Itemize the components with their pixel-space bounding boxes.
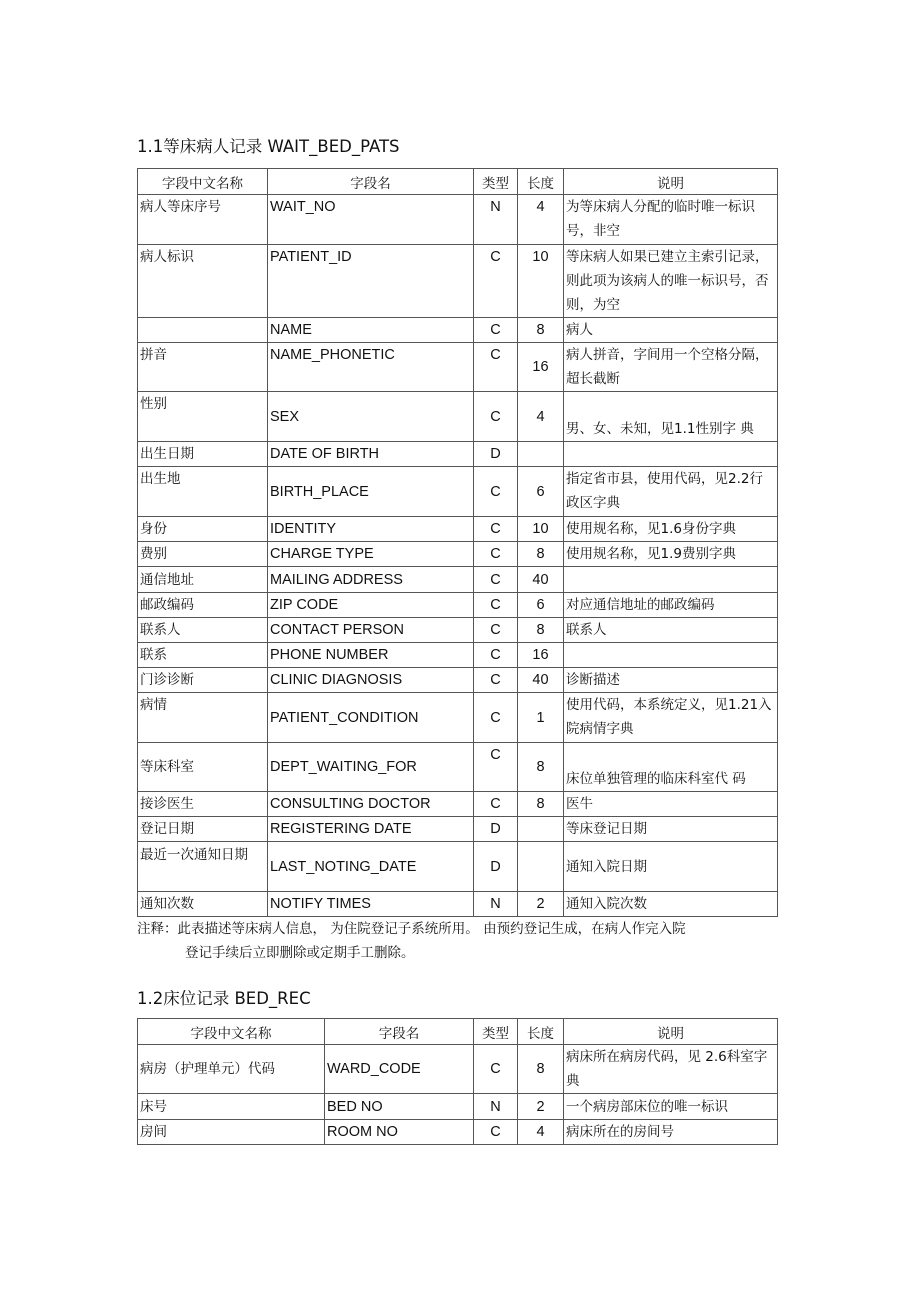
field-name-cell: WARD_CODE xyxy=(325,1045,474,1094)
cn-name-cell: 等床科室 xyxy=(138,743,268,792)
cn-name-cell: 身份 xyxy=(138,517,268,542)
type-cell: C xyxy=(474,1045,518,1094)
description-cell: 一个病房部床位的唯一标识 xyxy=(564,1094,778,1120)
cn-name-cell: 费别 xyxy=(138,542,268,567)
table-note-line-2: 登记手续后立即删除或定期手工删除。 xyxy=(185,945,415,961)
field-name-cell: BED NO xyxy=(325,1094,474,1120)
table-row xyxy=(138,792,778,817)
cn-name-cell: 病人等床序号 xyxy=(138,195,268,245)
table-row xyxy=(138,517,778,542)
table-row xyxy=(138,542,778,567)
field-name-cell: WAIT_NO xyxy=(268,195,474,245)
length-cell: 4 xyxy=(518,195,564,245)
cn-name-cell: 出生日期 xyxy=(138,442,268,467)
length-cell: 10 xyxy=(518,245,564,318)
type-cell: C xyxy=(474,743,518,792)
table-row xyxy=(138,567,778,593)
type-cell: N xyxy=(474,1094,518,1120)
length-cell: 6 xyxy=(518,593,564,618)
cn-name-cell: 病情 xyxy=(138,693,268,743)
table-row xyxy=(138,743,778,792)
type-cell: C xyxy=(474,467,518,517)
table-row xyxy=(138,318,778,343)
description-cell: 联系人 xyxy=(564,618,778,643)
field-name-cell: LAST_NOTING_DATE xyxy=(268,842,474,892)
cn-name-cell: 性别 xyxy=(138,392,268,442)
description-cell xyxy=(564,643,778,668)
description-cell: 等床登记日期 xyxy=(564,817,778,842)
table-row xyxy=(138,618,778,643)
field-name-cell: IDENTITY xyxy=(268,517,474,542)
type-cell: C xyxy=(474,792,518,817)
type-cell: C xyxy=(474,567,518,593)
table-row xyxy=(138,195,778,245)
cn-name-cell: 接诊医生 xyxy=(138,792,268,817)
field-name-cell: PHONE NUMBER xyxy=(268,643,474,668)
type-cell: N xyxy=(474,195,518,245)
header-cn-name: 字段中文名称 xyxy=(138,169,268,195)
field-name-cell: SEX xyxy=(268,392,474,442)
table-row xyxy=(138,467,778,517)
type-cell: C xyxy=(474,1120,518,1145)
wait-bed-pats-table xyxy=(137,168,778,917)
field-name-cell: DATE OF BIRTH xyxy=(268,442,474,467)
type-cell: D xyxy=(474,842,518,892)
table-note-line-1: 注释：此表描述等床病人信息， 为住院登记子系统所用。 由预约登记生成，在病人作完入院 xyxy=(137,921,686,937)
header-length: 长度 xyxy=(518,1019,564,1045)
description-cell: 使用代码，本系统定义，见1.21入院病情字典 xyxy=(564,693,778,743)
header-type: 类型 xyxy=(474,1019,518,1045)
field-name-cell: ZIP CODE xyxy=(268,593,474,618)
table-row xyxy=(138,693,778,743)
length-cell: 40 xyxy=(518,567,564,593)
type-cell: C xyxy=(474,643,518,668)
length-cell: 4 xyxy=(518,1120,564,1145)
section-1-title: 1.1等床病人记录 WAIT_BED_PATS xyxy=(137,137,400,156)
field-name-cell: PATIENT_CONDITION xyxy=(268,693,474,743)
header-field-name: 字段名 xyxy=(325,1019,474,1045)
field-name-cell: NOTIFY TIMES xyxy=(268,892,474,917)
cn-name-cell: 联系 xyxy=(138,643,268,668)
header-length: 长度 xyxy=(518,169,564,195)
length-cell: 6 xyxy=(518,467,564,517)
table-row xyxy=(138,593,778,618)
length-cell: 8 xyxy=(518,792,564,817)
cn-name-cell: 床号 xyxy=(138,1094,325,1120)
type-cell: C xyxy=(474,618,518,643)
field-name-cell: CLINIC DIAGNOSIS xyxy=(268,668,474,693)
table-row xyxy=(138,1120,778,1145)
field-name-cell: CONSULTING DOCTOR xyxy=(268,792,474,817)
type-cell: N xyxy=(474,892,518,917)
description-cell: 医牛 xyxy=(564,792,778,817)
description-cell: 指定省市县，使用代码，见2.2行政区字典 xyxy=(564,467,778,517)
description-cell: 使用规名称，见1.9费别字典 xyxy=(564,542,778,567)
description-cell xyxy=(564,567,778,593)
description-cell: 床位单独管理的临床科室代 码 xyxy=(564,743,778,792)
bed-rec-table xyxy=(137,1018,778,1145)
table-header-row xyxy=(138,169,778,195)
field-name-cell: DEPT_WAITING_FOR xyxy=(268,743,474,792)
table-row xyxy=(138,1045,778,1094)
type-cell: D xyxy=(474,817,518,842)
type-cell: C xyxy=(474,693,518,743)
cn-name-cell: 房间 xyxy=(138,1120,325,1145)
type-cell: C xyxy=(474,318,518,343)
length-cell xyxy=(518,817,564,842)
description-cell: 诊断描述 xyxy=(564,668,778,693)
type-cell: C xyxy=(474,245,518,318)
header-description: 说明 xyxy=(564,169,778,195)
type-cell: C xyxy=(474,343,518,392)
length-cell: 16 xyxy=(518,343,564,392)
type-cell: C xyxy=(474,668,518,693)
length-cell: 2 xyxy=(518,892,564,917)
description-cell: 男、女、未知，见1.1性别字 典 xyxy=(564,392,778,442)
description-cell: 病床所在的房间号 xyxy=(564,1120,778,1145)
length-cell: 40 xyxy=(518,668,564,693)
cn-name-cell: 登记日期 xyxy=(138,817,268,842)
cn-name-cell: 邮政编码 xyxy=(138,593,268,618)
length-cell: 2 xyxy=(518,1094,564,1120)
description-cell: 对应通信地址的邮政编码 xyxy=(564,593,778,618)
type-cell: C xyxy=(474,542,518,567)
cn-name-cell: 通信地址 xyxy=(138,567,268,593)
length-cell: 8 xyxy=(518,318,564,343)
field-name-cell: NAME_PHONETIC xyxy=(268,343,474,392)
cn-name-cell xyxy=(138,318,268,343)
table-row xyxy=(138,817,778,842)
length-cell xyxy=(518,842,564,892)
section-2-title: 1.2床位记录 BED_REC xyxy=(137,989,311,1008)
cn-name-cell: 病房（护理单元）代码 xyxy=(138,1045,325,1094)
header-type: 类型 xyxy=(474,169,518,195)
table-row xyxy=(138,1094,778,1120)
length-cell: 4 xyxy=(518,392,564,442)
header-cn-name: 字段中文名称 xyxy=(138,1019,325,1045)
field-name-cell: MAILING ADDRESS xyxy=(268,567,474,593)
table-row xyxy=(138,442,778,467)
description-cell: 为等床病人分配的临时唯一标识号，非空 xyxy=(564,195,778,245)
type-cell: D xyxy=(474,442,518,467)
length-cell: 8 xyxy=(518,542,564,567)
length-cell: 8 xyxy=(518,1045,564,1094)
length-cell: 1 xyxy=(518,693,564,743)
description-cell xyxy=(564,442,778,467)
field-name-cell: NAME xyxy=(268,318,474,343)
field-name-cell: CONTACT PERSON xyxy=(268,618,474,643)
header-field-name: 字段名 xyxy=(268,169,474,195)
field-name-cell: REGISTERING DATE xyxy=(268,817,474,842)
table-row xyxy=(138,892,778,917)
description-cell: 病人拼音，字间用一个空格分隔，超长截断 xyxy=(564,343,778,392)
table-header-row xyxy=(138,1019,778,1045)
cn-name-cell: 最近一次通知日期 xyxy=(138,842,268,892)
table-row xyxy=(138,842,778,892)
description-cell: 病床所在病房代码，见 2.6科室字典 xyxy=(564,1045,778,1094)
description-cell: 等床病人如果已建立主索引记录，则此项为该病人的唯一标识号，否则，为空 xyxy=(564,245,778,318)
cn-name-cell: 联系人 xyxy=(138,618,268,643)
length-cell: 10 xyxy=(518,517,564,542)
table-row xyxy=(138,392,778,442)
header-description: 说明 xyxy=(564,1019,778,1045)
length-cell: 8 xyxy=(518,743,564,792)
field-name-cell: BIRTH_PLACE xyxy=(268,467,474,517)
type-cell: C xyxy=(474,517,518,542)
description-cell: 使用规名称，见1.6身份字典 xyxy=(564,517,778,542)
cn-name-cell: 通知次数 xyxy=(138,892,268,917)
cn-name-cell: 门诊诊断 xyxy=(138,668,268,693)
type-cell: C xyxy=(474,593,518,618)
table-row xyxy=(138,643,778,668)
field-name-cell: PATIENT_ID xyxy=(268,245,474,318)
length-cell: 8 xyxy=(518,618,564,643)
length-cell xyxy=(518,442,564,467)
table-row xyxy=(138,668,778,693)
table-row xyxy=(138,245,778,318)
length-cell: 16 xyxy=(518,643,564,668)
table-row xyxy=(138,343,778,392)
description-cell: 通知入院日期 xyxy=(564,842,778,892)
description-cell: 病人 xyxy=(564,318,778,343)
cn-name-cell: 拼音 xyxy=(138,343,268,392)
cn-name-cell: 出生地 xyxy=(138,467,268,517)
cn-name-cell: 病人标识 xyxy=(138,245,268,318)
description-cell: 通知入院次数 xyxy=(564,892,778,917)
type-cell: C xyxy=(474,392,518,442)
field-name-cell: ROOM NO xyxy=(325,1120,474,1145)
field-name-cell: CHARGE TYPE xyxy=(268,542,474,567)
